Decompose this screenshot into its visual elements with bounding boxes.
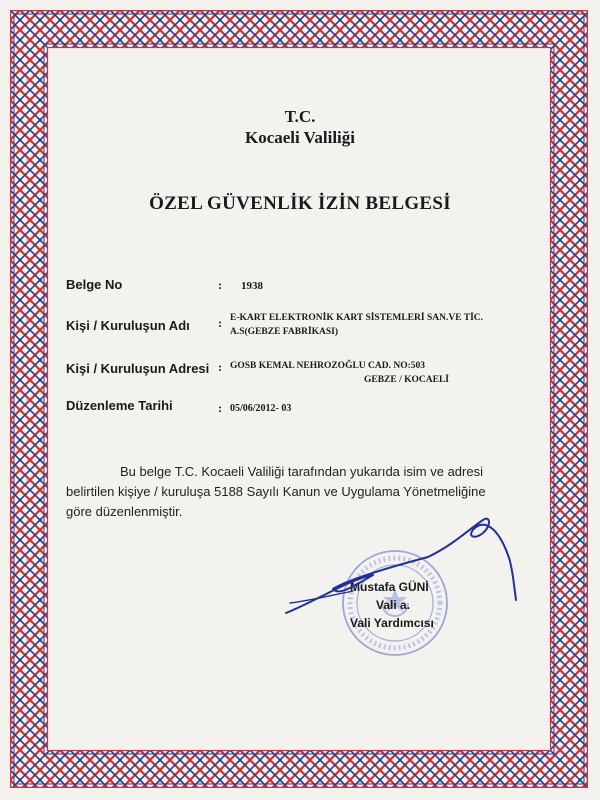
belge-no-label: Belge No	[66, 277, 123, 292]
duzenleme-tarihi-value: 05/06/2012- 03	[230, 403, 292, 414]
kurulus-adi-value-line2: A.S(GEBZE FABRİKASI)	[230, 327, 339, 337]
signatory-name: Mustafa GÜNİ	[350, 580, 429, 594]
header-governorship: Kocaeli Valiliği	[244, 128, 356, 147]
body-line-3: göre düzenlenmiştir.	[66, 504, 183, 519]
belge-no-value: 1938	[241, 280, 263, 292]
kurulus-adi-value-line1: E-KART ELEKTRONİK KART SİSTEMLERİ SAN.VE TİC.	[230, 313, 483, 323]
body-line-2: belirtilen kişiye / kuruluşa 5188 Sayılı Kanun ve Uygulama Yönetmeliğine	[66, 484, 486, 499]
header-tc: T.C.	[284, 107, 316, 126]
belge-no-colon: :	[218, 278, 222, 292]
kurulus-adresi-label: Kişi / Kuruluşun Adresi	[66, 361, 210, 376]
kurulus-adresi-value-line2: GEBZE / KOCAELİ	[364, 375, 449, 385]
document-title: ÖZEL GÜVENLİK İZİN BELGESİ	[149, 193, 451, 214]
signatory-title-2: Vali Yardımcısı	[350, 616, 434, 630]
body-line-1: Bu belge T.C. Kocaeli Valiliği tarafından yukarıda isim ve adresi	[120, 464, 483, 479]
kurulus-adresi-value-line1: GOSB KEMAL NEHROZOĞLU CAD. NO:503	[230, 361, 426, 371]
kurulus-adi-label: Kişi / Kuruluşun Adı	[66, 318, 190, 333]
kurulus-adi-colon: :	[218, 316, 222, 330]
duzenleme-tarihi-label: Düzenleme Tarihi	[66, 398, 173, 413]
kurulus-adresi-colon: :	[218, 360, 222, 374]
handwritten-signature	[278, 505, 538, 625]
signatory-title-1: Vali a.	[376, 598, 411, 612]
duzenleme-tarihi-colon: :	[218, 401, 222, 415]
